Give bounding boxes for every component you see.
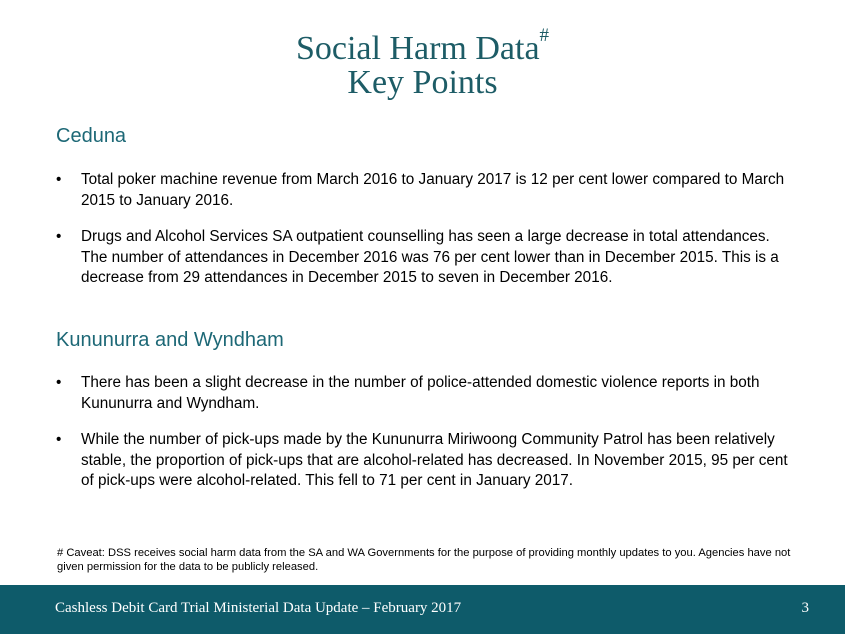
bullet-marker: • bbox=[56, 171, 62, 188]
bullet-text: Drugs and Alcohol Services SA outpatient counselling has seen a large decrease in total attendances. The number of attendances in December 2016 was 76 per cent lower than in December 2015. This is a decrease from 29 attendances in December 2015 to seven in December 2016. bbox=[81, 228, 779, 286]
section-heading-kununurra-wyndham: Kununurra and Wyndham bbox=[56, 329, 284, 351]
bullet-list-kununurra-wyndham bbox=[56, 373, 796, 492]
section-heading-ceduna: Ceduna bbox=[56, 125, 127, 147]
slide-title bbox=[0, 25, 845, 101]
bullet-text: There has been a slight decrease in the number of police-attended domestic violence reports in both Kununurra and Wyndham. bbox=[81, 374, 760, 412]
footer-title: Cashless Debit Card Trial Ministerial Data Update – February 2017 bbox=[55, 600, 462, 616]
bullet-item bbox=[56, 227, 796, 289]
bullet-item bbox=[56, 170, 796, 211]
bullet-text: Total poker machine revenue from March 2016 to January 2017 is 12 per cent lower compared to March 2015 to January 2016. bbox=[81, 171, 785, 209]
bullet-item bbox=[56, 430, 796, 492]
bullet-list-ceduna bbox=[56, 170, 796, 289]
caveat-footnote: # Caveat: DSS receives social harm data from the SA and WA Governments for the purpose of providing monthly updates to you. Agencies have not given permission for the data to be publicly released. bbox=[57, 547, 791, 573]
title-footnote-marker: # bbox=[539, 25, 550, 46]
bullet-text: While the number of pick-ups made by the Kununurra Miriwoong Community Patrol has been relatively stable, the proportion of pick-ups that are alcohol-related has decreased. In November 2015, 95 per cent of pick-ups were alcohol-related. This fell to 71 per cent in January 2017. bbox=[81, 431, 788, 489]
page-number: 3 bbox=[801, 600, 809, 616]
slide-title-line1: Social Harm Data# bbox=[295, 25, 550, 67]
bullet-item bbox=[56, 373, 796, 414]
bullet-marker: • bbox=[56, 228, 62, 245]
footer-bar bbox=[0, 585, 845, 634]
slide-title-line2: Key Points bbox=[347, 64, 498, 101]
bullet-marker: • bbox=[56, 374, 62, 391]
bullet-marker: • bbox=[56, 431, 62, 448]
